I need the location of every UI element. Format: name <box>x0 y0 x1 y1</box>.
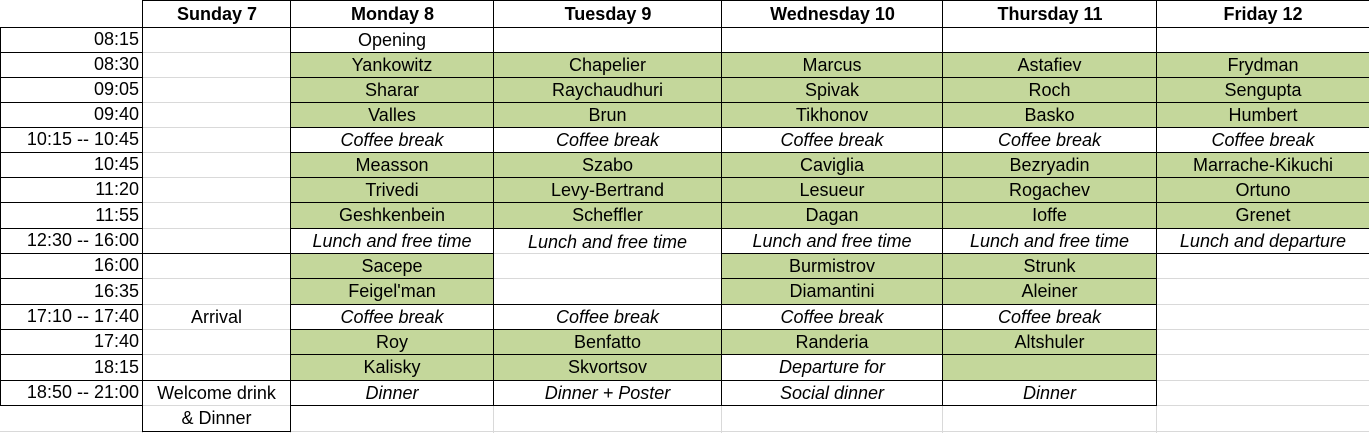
empty-cell <box>142 177 291 203</box>
empty-cell <box>142 77 291 103</box>
talk-slot: Sengupta <box>1156 77 1369 103</box>
day-header: Thursday 11 <box>942 0 1157 28</box>
dinner-slot: Social dinner <box>721 380 943 406</box>
session-cell: Opening <box>290 27 494 53</box>
talk-slot: Astafiev <box>942 52 1157 78</box>
talk-slot: Skvortsov <box>493 354 722 381</box>
talk-slot: Aleiner <box>942 278 1157 305</box>
time-label: 16:35 <box>0 278 143 305</box>
talk-slot: Lesueur <box>721 177 943 203</box>
session-cell <box>721 27 943 53</box>
talk-slot <box>942 354 1157 381</box>
corner-cell <box>0 0 143 28</box>
coffee-break: Coffee break <box>1156 127 1369 153</box>
coffee-break: Coffee break <box>290 304 494 330</box>
talk-slot: Feigel'man <box>290 278 494 305</box>
dinner-slot: Dinner <box>290 380 494 406</box>
day-header: Friday 12 <box>1156 0 1369 28</box>
coffee-break: Coffee break <box>721 304 943 330</box>
talk-slot: Valles <box>290 102 494 128</box>
dinner-slot: Welcome drink & Dinner <box>142 380 291 432</box>
session-cell <box>1156 27 1369 53</box>
talk-slot: Benfatto <box>493 329 722 355</box>
empty-cell <box>142 127 291 153</box>
time-label: 11:20 <box>0 177 143 203</box>
talk-slot: Marcus <box>721 52 943 78</box>
dinner-slot: Dinner + Poster <box>493 380 722 406</box>
talk-slot: Dagan <box>721 202 943 229</box>
empty-cell <box>142 102 291 128</box>
talk-slot: Raychaudhuri <box>493 77 722 103</box>
talk-slot: Ortuno <box>1156 177 1369 203</box>
talk-slot: Strunk <box>942 253 1157 279</box>
talk-slot: Ioffe <box>942 202 1157 229</box>
time-label: 18:50 -- 21:00 <box>0 380 143 406</box>
time-label: 08:15 <box>0 27 143 53</box>
coffee-break: Coffee break <box>290 127 494 153</box>
time-label: 09:05 <box>0 77 143 103</box>
session-cell <box>493 27 722 53</box>
talk-slot: Szabo <box>493 152 722 178</box>
time-label: 16:00 <box>0 253 143 279</box>
time-label: 18:15 <box>0 354 143 381</box>
day-header: Sunday 7 <box>142 0 291 28</box>
time-label: 17:10 -- 17:40 <box>0 304 143 330</box>
talk-slot: Humbert <box>1156 102 1369 128</box>
day-header: Wednesday 10 <box>721 0 943 28</box>
time-label: 11:55 <box>0 202 143 229</box>
empty-cell <box>142 202 291 229</box>
empty-cell <box>142 27 291 53</box>
talk-slot: Bezryadin <box>942 152 1157 178</box>
talk-slot: Burmistrov <box>721 253 943 279</box>
day-header: Monday 8 <box>290 0 494 28</box>
time-label: 09:40 <box>0 102 143 128</box>
talk-slot: Yankowitz <box>290 52 494 78</box>
session-cell <box>942 27 1157 53</box>
time-label: 10:45 <box>0 152 143 178</box>
lunch-slot: Lunch and free time <box>721 228 943 254</box>
talk-slot: Randeria <box>721 329 943 355</box>
coffee-break: Coffee break <box>942 304 1157 330</box>
time-label: 10:15 -- 10:45 <box>0 127 143 153</box>
talk-slot: Frydman <box>1156 52 1369 78</box>
talk-slot: Roch <box>942 77 1157 103</box>
talk-slot: Geshkenbein <box>290 202 494 229</box>
talk-slot: Spivak <box>721 77 943 103</box>
session-cell: Arrival <box>142 253 291 381</box>
dinner-slot: Dinner <box>942 380 1157 406</box>
lunch-slot: Lunch and free time <box>493 228 722 305</box>
time-label: 17:40 <box>0 329 143 355</box>
talk-slot: Kalisky <box>290 354 494 381</box>
coffee-break: Coffee break <box>493 127 722 153</box>
talk-slot: Grenet <box>1156 202 1369 229</box>
talk-slot: Trivedi <box>290 177 494 203</box>
talk-slot: Rogachev <box>942 177 1157 203</box>
coffee-break: Coffee break <box>493 304 722 330</box>
talk-slot: Chapelier <box>493 52 722 78</box>
lunch-slot: Lunch and free time <box>942 228 1157 254</box>
empty-cell <box>142 152 291 178</box>
talk-slot: Marrache-Kikuchi <box>1156 152 1369 178</box>
time-label: 08:30 <box>0 52 143 78</box>
time-label: 12:30 -- 16:00 <box>0 228 143 254</box>
talk-slot: Caviglia <box>721 152 943 178</box>
talk-slot: Sacepe <box>290 253 494 279</box>
coffee-break: Coffee break <box>721 127 943 153</box>
talk-slot: Sharar <box>290 77 494 103</box>
coffee-break: Coffee break <box>942 127 1157 153</box>
talk-slot: Diamantini <box>721 278 943 305</box>
talk-slot: Tikhonov <box>721 102 943 128</box>
session-cell: Departure for <box>721 354 943 381</box>
talk-slot: Basko <box>942 102 1157 128</box>
empty-cell <box>142 52 291 78</box>
talk-slot: Levy-Bertrand <box>493 177 722 203</box>
talk-slot: Roy <box>290 329 494 355</box>
empty-cell <box>142 228 291 254</box>
day-header: Tuesday 9 <box>493 0 722 28</box>
talk-slot: Altshuler <box>942 329 1157 355</box>
lunch-slot: Lunch and free time <box>290 228 494 254</box>
talk-slot: Brun <box>493 102 722 128</box>
talk-slot: Scheffler <box>493 202 722 229</box>
talk-slot: Measson <box>290 152 494 178</box>
lunch-slot: Lunch and departure <box>1156 228 1369 254</box>
